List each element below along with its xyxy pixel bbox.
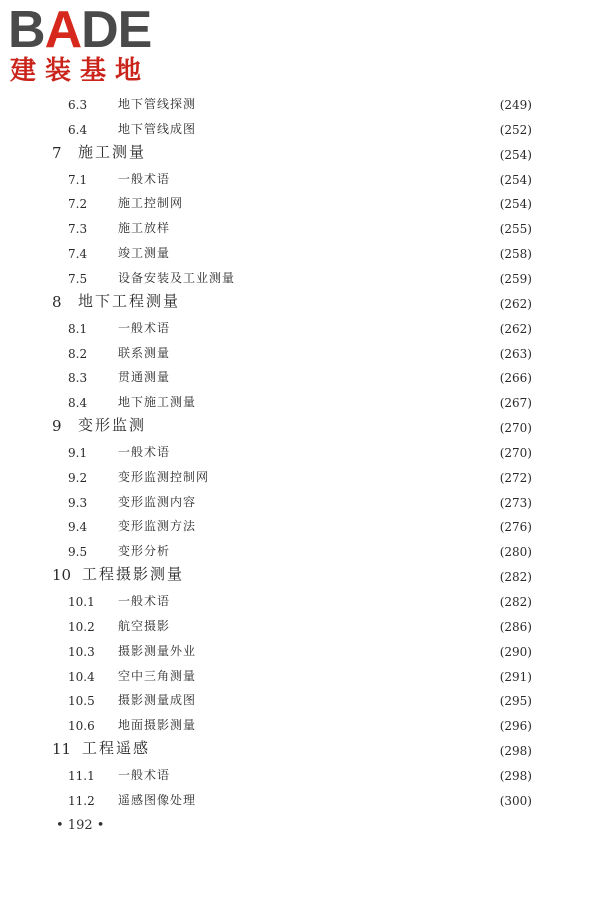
toc-section-row (68, 438, 532, 460)
dot-leader (174, 371, 496, 385)
toc-title: 摄影测量成图 (118, 693, 197, 708)
toc-number: 8.3 (68, 371, 88, 386)
toc-section-row (68, 612, 532, 634)
dot-leader (174, 446, 496, 460)
toc-number: 6.4 (68, 122, 88, 137)
dot-leader (150, 421, 496, 435)
toc-number: 9.1 (68, 445, 88, 460)
toc-page: (262) (499, 296, 532, 311)
toc-number: 11.1 (68, 768, 95, 783)
toc-title: 设备安装及工业测量 (118, 270, 236, 285)
toc-title: 贯通测量 (118, 370, 171, 385)
toc-number: 7.4 (68, 247, 88, 262)
toc-chapter-row (52, 736, 532, 758)
toc-number: 7.3 (68, 222, 88, 237)
toc-section-row (68, 488, 532, 510)
dot-leader (213, 471, 496, 485)
toc-page: (298) (499, 768, 532, 783)
toc-number: 7 (52, 143, 62, 162)
toc-section-row (68, 512, 532, 534)
toc-chapter-row (52, 289, 532, 311)
toc-chapter-row (52, 140, 532, 162)
dot-leader (200, 794, 496, 808)
toc-number: 8 (52, 292, 62, 311)
page-number: • 192 • (56, 818, 105, 833)
dot-leader (174, 347, 496, 361)
toc-page: (270) (499, 421, 532, 436)
toc-page: (272) (499, 470, 532, 485)
toc-section-row (68, 761, 532, 783)
toc-page: (254) (499, 147, 532, 162)
toc-number: 7.2 (68, 197, 88, 212)
toc-page: (282) (499, 595, 532, 609)
toc-title: 航空摄影 (118, 618, 171, 633)
toc-number: 9.5 (68, 545, 88, 560)
toc-section-row (68, 165, 532, 187)
dot-leader (200, 396, 496, 410)
dot-leader (154, 744, 496, 758)
toc-section-row (68, 587, 532, 609)
toc-number: 9.2 (68, 470, 88, 485)
dot-leader (184, 297, 496, 311)
dot-leader (200, 496, 496, 510)
toc-section-row (68, 189, 532, 211)
toc-section-row (68, 264, 532, 286)
toc-page: (255) (499, 222, 532, 237)
toc-page: (291) (499, 669, 532, 684)
logo-letter-b: B (8, 1, 45, 59)
toc-number: 9.3 (68, 495, 88, 510)
toc-chapter-row (52, 413, 532, 435)
dot-leader (174, 545, 496, 559)
toc-title: 变形监测内容 (118, 494, 197, 509)
toc-section-row (68, 537, 532, 559)
toc-page: (296) (499, 719, 532, 734)
toc-section-row (68, 363, 532, 385)
dot-leader (200, 670, 496, 684)
toc-page: (280) (499, 545, 532, 560)
toc-section-row (68, 339, 532, 361)
toc-page: (298) (499, 744, 532, 759)
toc-section-row (68, 115, 532, 137)
toc-section-row (68, 239, 532, 261)
toc-title: 地下施工测量 (118, 395, 197, 410)
toc-page: (258) (499, 247, 532, 262)
toc-title: 工程遥感 (82, 739, 151, 758)
toc-section-row (68, 662, 532, 684)
dot-leader (200, 520, 496, 534)
toc-page: (300) (499, 793, 532, 808)
toc-page: (263) (499, 346, 532, 361)
dot-leader (200, 123, 496, 137)
toc-page: (266) (499, 371, 532, 386)
toc-title: 一般术语 (118, 171, 171, 186)
toc-number: 8.2 (68, 346, 88, 361)
toc-number: 10.5 (68, 694, 95, 709)
toc-number: 7.5 (68, 271, 88, 286)
toc-page: (270) (499, 445, 532, 460)
bade-logo (8, 1, 178, 90)
toc-number: 11 (52, 740, 72, 759)
dot-leader (174, 222, 496, 236)
toc-page: (254) (499, 172, 532, 187)
toc-number: 10.4 (68, 669, 95, 684)
toc-number: 9 (52, 417, 62, 436)
toc-title: 一般术语 (118, 444, 171, 459)
toc-page: (282) (499, 570, 532, 585)
toc-number: 11.2 (68, 793, 95, 808)
dot-leader (188, 570, 496, 584)
toc-number: 10.2 (68, 619, 95, 634)
toc-section-row (68, 214, 532, 236)
toc-title: 变形分析 (118, 544, 171, 559)
dot-leader (239, 272, 496, 286)
toc-page: (259) (499, 271, 532, 286)
toc-section-row (68, 637, 532, 659)
toc-title: 地面摄影测量 (118, 718, 197, 733)
toc-page: (252) (499, 122, 532, 137)
toc-title: 竣工测量 (118, 246, 171, 261)
toc-title: 一般术语 (118, 320, 171, 335)
toc-title: 变形监测控制网 (118, 469, 210, 484)
toc-title: 变形监测 (78, 416, 147, 435)
toc-page: (295) (499, 694, 532, 709)
toc-title: 变形监测方法 (118, 519, 197, 534)
toc-number: 10.3 (68, 644, 95, 659)
toc-number: 6.3 (68, 98, 88, 112)
toc-title: 地下管线成图 (118, 121, 197, 136)
toc-title: 地下管线探测 (118, 97, 197, 111)
dot-leader (200, 719, 496, 733)
dot-leader (174, 595, 496, 609)
toc-number: 7.1 (68, 172, 88, 187)
toc-page: (249) (499, 98, 532, 112)
toc-title: 施工放样 (118, 221, 171, 236)
toc-number: 9.4 (68, 520, 88, 535)
toc-section-row (68, 90, 532, 112)
toc-page: (290) (499, 644, 532, 659)
logo-letters-de: DE (81, 1, 152, 59)
logo-subtitle: 建装基地 (10, 56, 151, 86)
toc-page: (286) (499, 619, 532, 634)
toc-section-row (68, 388, 532, 410)
toc-title: 联系测量 (118, 345, 171, 360)
toc-section-row (68, 686, 532, 708)
toc-title: 摄影测量外业 (118, 643, 197, 658)
dot-leader (174, 322, 496, 336)
toc-number: 10.1 (68, 595, 95, 609)
logo-letter-a: A (44, 1, 82, 59)
toc-section-row (68, 314, 532, 336)
dot-leader (150, 148, 496, 162)
dot-leader (174, 173, 496, 187)
toc-page: (262) (499, 321, 532, 336)
toc-title: 空中三角测量 (118, 668, 197, 683)
toc-page: (254) (499, 197, 532, 212)
toc-page: (276) (499, 520, 532, 535)
toc-number: 8.1 (68, 321, 88, 336)
dot-leader (200, 645, 496, 659)
toc-section-row (68, 711, 532, 733)
toc-number: 10.6 (68, 719, 95, 734)
toc-title: 遥感图像处理 (118, 792, 197, 807)
logo-wordmark (8, 1, 178, 59)
toc-page: (273) (499, 495, 532, 510)
dot-leader (174, 769, 496, 783)
dot-leader (187, 197, 496, 211)
toc-number: 8.4 (68, 396, 88, 411)
toc-section-row (68, 786, 532, 808)
toc-title: 一般术语 (118, 594, 171, 608)
toc-page: (267) (499, 396, 532, 411)
dot-leader (200, 694, 496, 708)
dot-leader (200, 98, 496, 112)
dot-leader (174, 247, 496, 261)
toc-title: 一般术语 (118, 767, 171, 782)
toc-number: 10 (52, 566, 72, 585)
toc-title: 地下工程测量 (78, 291, 181, 310)
toc-chapter-row (52, 562, 532, 584)
toc-title: 施工测量 (78, 142, 147, 161)
toc-section-row (68, 463, 532, 485)
toc-title: 工程摄影测量 (82, 565, 185, 584)
dot-leader (174, 620, 496, 634)
toc-title: 施工控制网 (118, 196, 184, 211)
